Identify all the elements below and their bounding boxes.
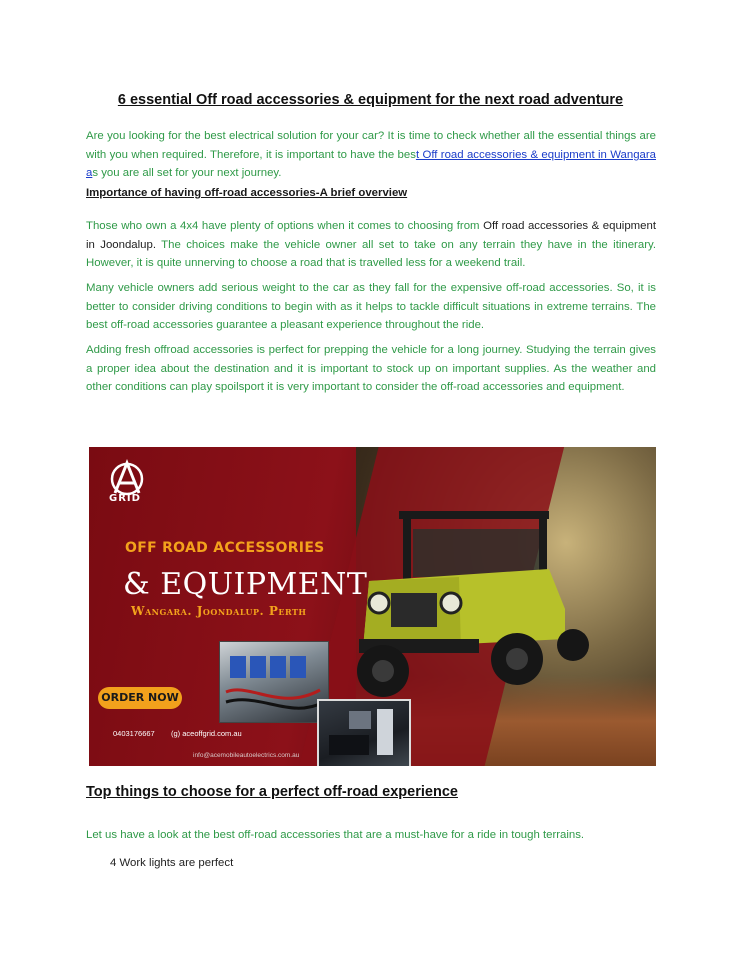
banner-phone: 0403176667 [113, 729, 155, 738]
jeep-image [339, 499, 589, 704]
wiring-photo [219, 641, 329, 723]
section-2-intro: Let us have a look at the best off-road accessories that are a must-have for a ride in tough terrains. [86, 829, 585, 841]
intro-text: Are you looking for the best electrical solution for your car? It is time to check whether all the essential things are with you when required. Therefore, it is important to have the bes [86, 130, 656, 161]
banner-website: (g) aceoffgrid.com.au [171, 729, 242, 738]
order-now-button[interactable]: ORDER NOW [98, 687, 182, 709]
paragraph-1-text-end: The choices make the vehicle owner all set to take on any terrain they have in the itinerary. However, it is quite unnerving to choose a road that is travelled less for a weekend trail. [86, 238, 656, 269]
paragraph-1-text: Those who own a 4x4 have plenty of options when it comes to choosing from [86, 220, 484, 232]
list-item: 4 Work lights are perfect [110, 857, 234, 869]
section-2-title: Top things to choose for a perfect off-road experience [86, 784, 458, 800]
paragraph-3: Adding fresh offroad accessories is perfect for prepping the vehicle for a long journey. Studying the terrain gives a proper idea about the destination and it is important to stock up on important supplies. As the weather and other conditions can play spoilsport it is very important to consider the off-road accessories and equipment. [86, 344, 656, 393]
section-subheading: Importance of having off-road accessories-A brief overview [86, 187, 408, 199]
paragraph-1-keyword: Off road accessories & equipment in Joondalup. [86, 220, 656, 251]
intro-text-end: s you are all set for your next journey. [92, 167, 282, 179]
banner-headline-2: & EQUIPMENT [123, 567, 368, 602]
paragraph-1 [86, 217, 656, 273]
banner-locations: Wangara. Joondalup. Perth [131, 604, 307, 618]
banner-headline-1: OFF ROAD ACCESSORIES [125, 540, 325, 556]
banner-email: info@acemobileautoelectrics.com.au [193, 752, 300, 759]
logo-text: GRID [109, 493, 141, 504]
intro-paragraph [86, 127, 656, 183]
install-photo [317, 699, 411, 766]
wangara-link[interactable]: t Off road accessories & equipment in Wangara a [86, 148, 657, 179]
paragraph-2: Many vehicle owners add serious weight to the car as they fall for the expensive off-road accessories. So, it is better to consider driving conditions to begin with as it helps to tackle difficult situations in extreme terrains. The best off-road accessories guarantee a pleasant experience throughout the ride. [86, 282, 656, 331]
promo-banner-image [89, 447, 656, 766]
page-title: 6 essential Off road accessories & equipment for the next road adventure [117, 92, 624, 108]
